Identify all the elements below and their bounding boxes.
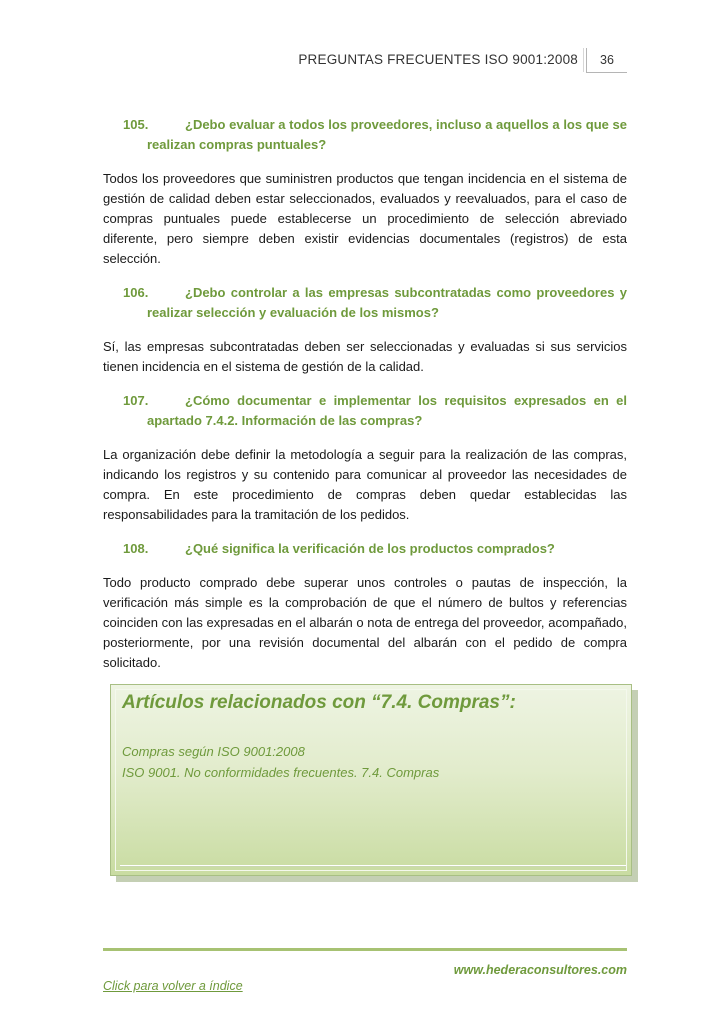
question-text: ¿Cómo documentar e implementar los requisitos expresados en el apartado 7.4.2. Información de las compras? — [147, 393, 627, 428]
answer-106: Sí, las empresas subcontratadas deben ser seleccionadas y evaluadas si sus servicios tienen incidencia en el sistema de gestión de la calidad. — [103, 339, 627, 374]
question-text: ¿Debo controlar a las empresas subcontratadas como proveedores y realizar selección y evaluación de los mismos? — [147, 285, 627, 320]
footer-divider — [103, 948, 627, 951]
question-108 — [103, 539, 627, 559]
related-link-no-conformidades[interactable]: ISO 9001. No conformidades frecuentes. 7.4. Compras — [122, 765, 440, 780]
question-text: ¿Qué significa la verificación de los productos comprados? — [185, 541, 555, 556]
related-box-frame — [115, 689, 627, 871]
question-text: ¿Debo evaluar a todos los proveedores, incluso a aquellos a los que se realizan compras puntuales? — [147, 117, 627, 152]
question-105 — [103, 115, 627, 155]
related-link-compras[interactable]: Compras según ISO 9001:2008 — [122, 744, 305, 759]
question-number: 105. — [123, 117, 149, 132]
footer-website-link[interactable]: www.hederaconsultores.com — [453, 963, 627, 977]
related-box-divider — [120, 865, 626, 866]
question-106 — [103, 283, 627, 323]
header-title: PREGUNTAS FRECUENTES ISO 9001:2008 — [298, 52, 578, 67]
answer-105: Todos los proveedores que suministren productos que tengan incidencia en el sistema de gestión de calidad deben estar seleccionados, evaluados y reevaluados, para el caso de compras puntuales puede establecerse un procedimiento de selección abreviado diferente, pero siempre deben existir evidencias documentales (registros) de esta selección. — [103, 171, 627, 266]
question-number: 106. — [123, 285, 149, 300]
question-number: 108. — [123, 541, 149, 556]
question-number: 107. — [123, 393, 149, 408]
back-to-index-link[interactable]: Click para volver a índice — [103, 979, 243, 993]
page-number: 36 — [586, 48, 627, 73]
question-107 — [103, 391, 627, 431]
related-articles-box — [110, 684, 632, 876]
faq-content — [103, 115, 627, 687]
answer-108: Todo producto comprado debe superar unos controles o pautas de inspección, la verificación más simple es la comprobación de que el número de bultos y referencias coinciden con las expresadas en el albarán o nota de entrega del proveedor, acompañado, posteriormente, por una revisión documental del albarán con el pedido de compra solicitado. — [103, 575, 627, 670]
page-header — [0, 48, 728, 78]
related-articles-title: Artículos relacionados con “7.4. Compras”: — [122, 692, 516, 713]
answer-107: La organización debe definir la metodología a seguir para la realización de las compras, indicando los registros y su contenido para comunicar al proveedor las necesidades de compra. En este procedimiento de compras deben quedar establecidas las responsabilidades para la tramitación de los pedidos. — [103, 447, 627, 522]
